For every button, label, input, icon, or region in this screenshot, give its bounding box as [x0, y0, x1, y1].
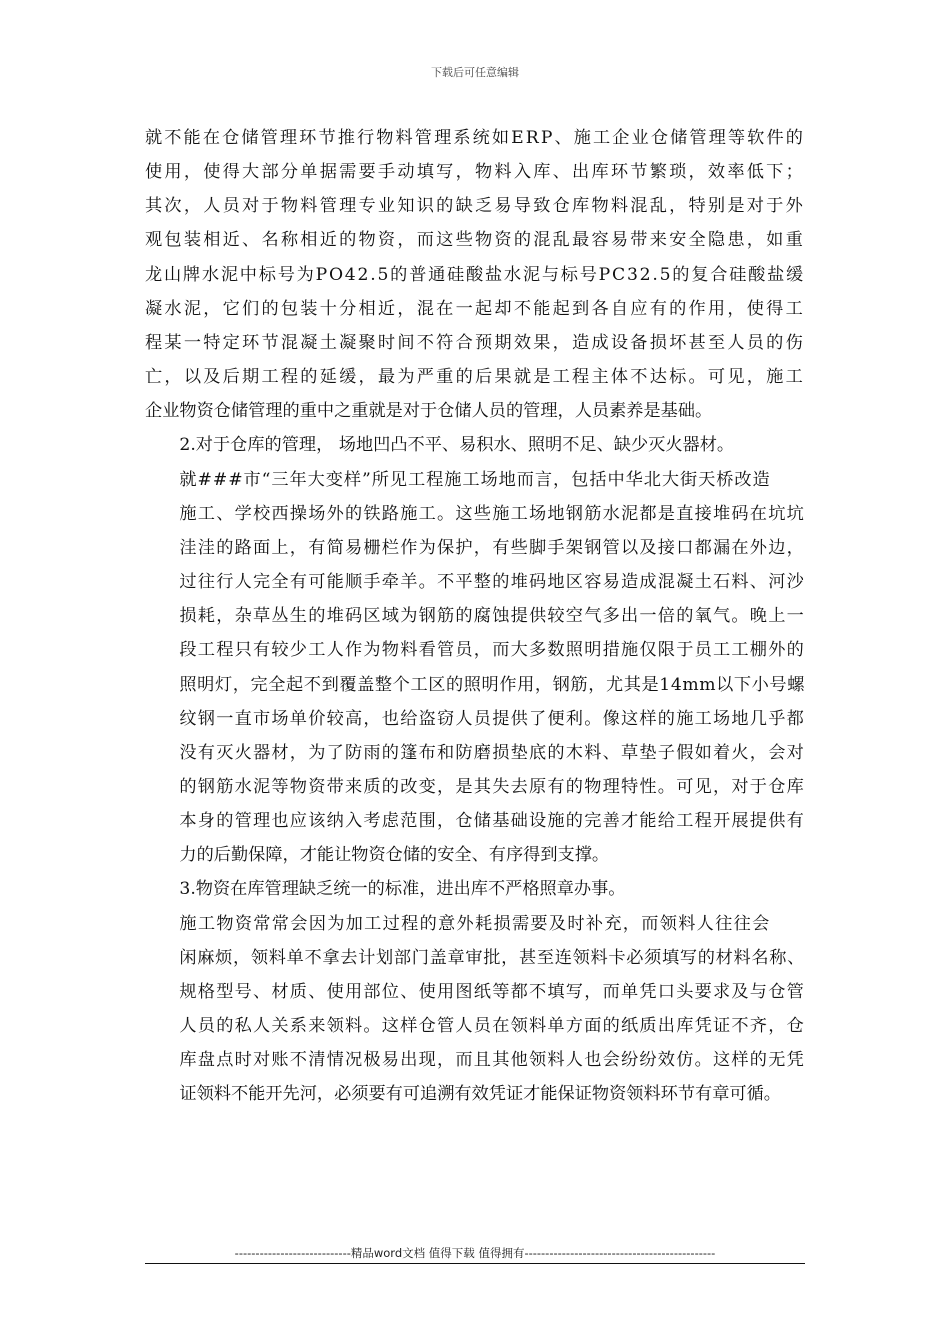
- text-line: 照明灯，完全起不到覆盖整个工区的照明作用，钢筋，尤其是14mm以下小号螺: [179, 674, 805, 695]
- text-line: 人员的私人关系来领料。这样仓管人员在领料单方面的纸质出库凭证不齐，仓: [179, 1016, 805, 1037]
- text-line: 证领料不能开先河，必须要有可追溯有效凭证才能保证物资领料环节有章可循。: [179, 1084, 781, 1105]
- text-line: 洼洼的路面上，有简易栅栏作为保护，有些脚手架钢管以及接口都漏在外边，: [179, 537, 805, 558]
- text-line: 本身的管理也应该纳入考虑范围，仓储基础设施的完善才能给工程开展提供有: [179, 811, 805, 832]
- text-line: 观包装相近、名称相近的物资，而这些物资的混乱最容易带来安全隐患，如重: [145, 230, 805, 251]
- text-line: 的钢筋水泥等物资带来质的改变，是其失去原有的物理特性。可见，对于仓库: [179, 776, 805, 797]
- text-line: 程某一特定环节混凝土凝聚时间不符合预期效果，造成设备损坏甚至人员的伤: [145, 332, 805, 353]
- text-line: 使用，使得大部分单据需要手动填写，物料入库、出库环节繁琐，效率低下；: [145, 162, 805, 183]
- text-line: 损耗，杂草丛生的堆码区域为钢筋的腐蚀提供较空气多出一倍的氧气。晚上一: [179, 606, 805, 627]
- text-line: 3.物资在库管理缺乏统一的标准，进出库不严格照章办事。: [179, 879, 626, 900]
- paragraph: [145, 121, 805, 428]
- paragraph: [145, 907, 805, 1112]
- text-line: 企业物资仓储管理的重中之重就是对于仓储人员的管理，人员素养是基础。: [145, 401, 713, 422]
- page-footer: ----------------------------精品word文档 值得下载 值得拥有----------------------------------------------: [234, 1246, 716, 1260]
- text-line: 其次，人员对于物料管理专业知识的缺乏易导致仓库物料混乱，特别是对于外: [145, 196, 805, 217]
- paragraph: [145, 428, 805, 462]
- footer-rule: [145, 1263, 805, 1264]
- text-line: 过往行人完全有可能顺手牵羊。不平整的堆码地区容易造成混凝土石料、河沙: [179, 572, 805, 593]
- paragraph: [145, 872, 805, 906]
- text-line: 就不能在仓储管理环节推行物料管理系统如ERP、施工企业仓储管理等软件的: [145, 128, 805, 148]
- text-line: 2.对于仓库的管理， 场地凹凸不平、易积水、照明不足、缺少灭火器材。: [179, 435, 735, 456]
- text-line: 规格型号、材质、使用部位、使用图纸等都不填写，而单凭口头要求及与仓管: [179, 981, 805, 1002]
- text-line: 亡，以及后期工程的延缓，最为严重的后果就是工程主体不达标。可见，施工: [145, 367, 805, 388]
- text-line: 施工物资常常会因为加工过程的意外耗损需要及时补充，而领料人往往会: [179, 913, 771, 934]
- text-line: 龙山牌水泥中标号为PO42.5的普通硅酸盐水泥与标号PC32.5的复合硅酸盐缓: [145, 264, 805, 285]
- text-line: 施工、学校西操场外的铁路施工。这些施工场地钢筋水泥都是直接堆码在坑坑: [179, 503, 805, 524]
- text-line: 纹钢一直市场单价较高，也给盗窃人员提供了便利。像这样的施工场地几乎都: [179, 708, 805, 729]
- text-line: 凝水泥，它们的包装十分相近，混在一起却不能起到各自应有的作用，使得工: [145, 298, 805, 319]
- paragraph: [145, 463, 805, 873]
- text-line: 库盘点时对账不清情况极易出现，而且其他领料人也会纷纷效仿。这样的无凭: [179, 1050, 805, 1071]
- text-line: 力的后勤保障，才能让物资仓储的安全、有序得到支撑。: [179, 845, 610, 866]
- text-line: 闲麻烦，领料单不拿去计划部门盖章审批，甚至连领料卡必须填写的材料名称、: [179, 947, 805, 968]
- text-line: 段工程只有较少工人作为物料看管员，而大多数照明措施仅限于员工工棚外的: [179, 640, 805, 661]
- page-header: 下载后可任意编辑: [431, 66, 519, 79]
- document-body: [145, 121, 805, 1112]
- text-line: 没有灭火器材，为了防雨的篷布和防磨损垫底的木料、草垫子假如着火，会对: [179, 742, 805, 763]
- text-line: 就###市“三年大变样”所见工程施工场地而言，包括中华北大街天桥改造: [179, 469, 771, 490]
